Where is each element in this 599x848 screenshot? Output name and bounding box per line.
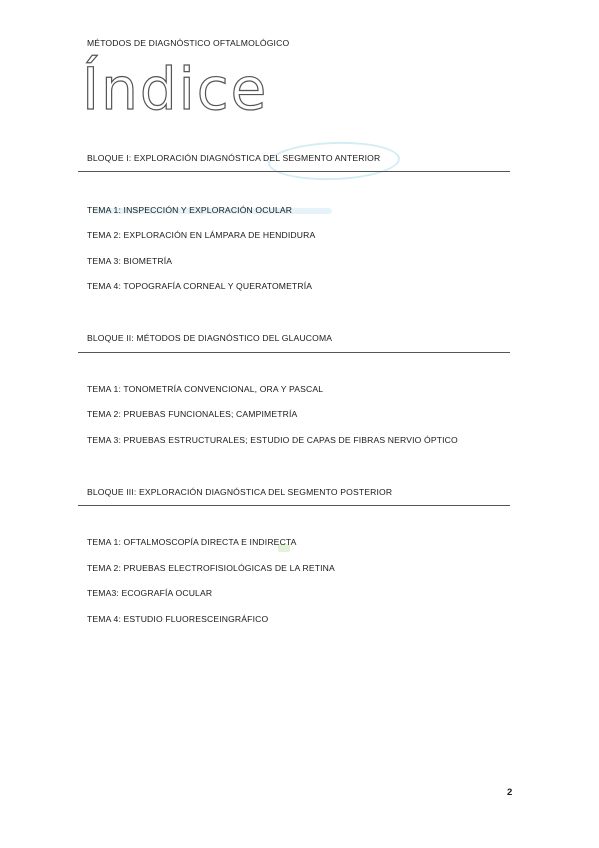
bloque-3-tema-2: TEMA 2: PRUEBAS ELECTROFISIOLÓGICAS DE LA RETINA	[87, 563, 335, 573]
bloque-1-tema-4: TEMA 4: TOPOGRAFÍA CORNEAL Y QUERATOMETRÍA	[87, 281, 313, 291]
bloque-1-tema-2: TEMA 2: EXPLORACIÓN EN LÁMPARA DE HENDIDURA	[87, 230, 316, 240]
running-header: MÉTODOS DE DIAGNÓSTICO OFTALMOLÓGICO	[87, 38, 290, 48]
bloque-3-tema-1: TEMA 1: OFTALMOSCOPÍA DIRECTA E INDIRECTA	[87, 537, 297, 547]
bloque-1-rule	[78, 171, 510, 172]
bloque-2-tema-1: TEMA 1: TONOMETRÍA CONVENCIONAL, ORA Y PASCAL	[87, 384, 324, 394]
bloque-1-tema-1: TEMA 1: INSPECCIÓN Y EXPLORACIÓN OCULAR	[87, 205, 293, 215]
bloque-1-heading: BLOQUE I: EXPLORACIÓN DIAGNÓSTICA DEL SEGMENTO ANTERIOR	[87, 153, 381, 163]
bloque-2-tema-3: TEMA 3: PRUEBAS ESTRUCTURALES; ESTUDIO DE CAPAS DE FIBRAS NERVIO ÓPTICO	[87, 435, 458, 445]
bloque-1-tema-3: TEMA 3: BIOMETRÍA	[87, 256, 173, 266]
bloque-2-tema-2: TEMA 2: PRUEBAS FUNCIONALES; CAMPIMETRÍA	[87, 409, 298, 419]
page-number: 2	[507, 787, 513, 798]
bloque-3-heading: BLOQUE III: EXPLORACIÓN DIAGNÓSTICA DEL SEGMENTO POSTERIOR	[87, 487, 393, 497]
bloque-2-heading: BLOQUE II: MÉTODOS DE DIAGNÓSTICO DEL GLAUCOMA	[87, 333, 333, 343]
bloque-3-rule	[78, 505, 510, 506]
bloque-2-rule	[78, 352, 510, 353]
page-title: Índice	[82, 55, 269, 123]
bloque-3-tema-4: TEMA 4: ESTUDIO FLUORESCEINGRÁFICO	[87, 614, 269, 624]
bloque-3-tema-3: TEMA3: ECOGRAFÍA OCULAR	[87, 588, 213, 598]
